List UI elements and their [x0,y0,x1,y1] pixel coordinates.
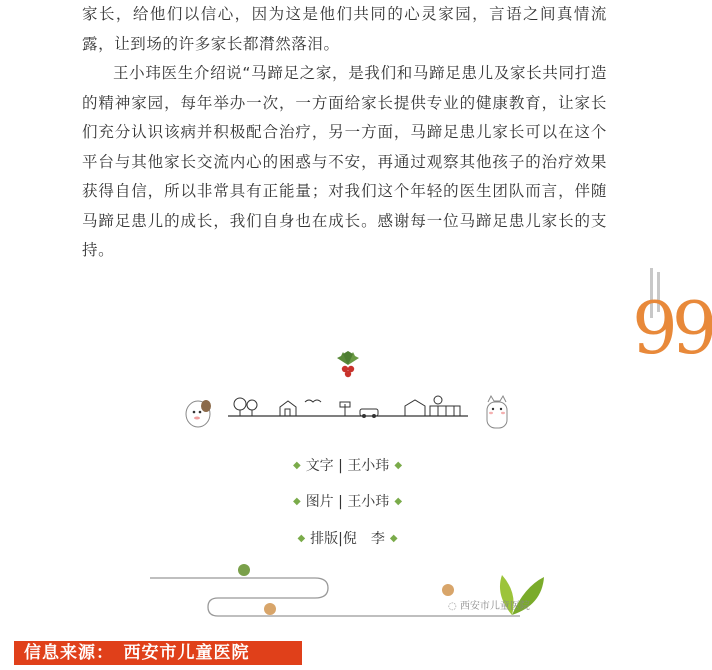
credit-value: 倪 李 [342,531,385,547]
puppy-icon [186,400,211,427]
source-banner: 信息来源： 西安市儿童医院 [14,641,302,665]
credit-label: 排版 [310,531,339,547]
credit-image [0,491,695,511]
watermark-text: 西安市儿童医院 [459,601,530,612]
credit-value: 王小玮 [347,458,390,474]
article-body [82,0,607,266]
diamond-icon: ◆ [292,460,301,471]
diamond-icon: ◆ [394,460,403,471]
credit-label: 文字 [305,458,334,474]
credit-text [0,455,695,475]
wechat-icon: ◌ [448,601,457,612]
credit-value: 王小玮 [347,494,390,510]
footer-decoration [140,555,560,629]
diamond-icon: ◆ [394,496,403,507]
credit-separator: | [338,531,343,547]
diamond-icon: ◆ [389,533,398,544]
diamond-icon: ◆ [292,496,301,507]
doodle-scene-icon [180,392,520,438]
credit-layout [0,528,695,548]
diamond-icon: ◆ [297,533,306,544]
credit-label: 图片 [305,494,334,510]
article-paragraph: 家长，给他们以信心，因为这是他们共同的心灵家园，言语之间真情流露，让到场的许多家长都潸然落泪。 [82,5,607,53]
cat-icon [487,396,507,428]
quote-mark-icon: 99 [632,286,712,370]
holly-icon [333,350,363,384]
article-paragraph: 王小玮医生介绍说“马蹄足之家，是我们和马蹄足患儿及家长共同打造的精神家园，每年举办一次，一方面给家长提供专业的健康教育，让家长们充分认识该病并积极配合治疗，另一方面，马蹄足患儿家长可以在这个平台与其他家长交流内心的困惑与不安，再通过观察其他孩子的治疗效果获得自信，所以非常具有正能量；对我们这个年轻的医生团队而言，伴随马蹄足患儿的成长，我们自身也在成长。感谢每一位马蹄足患儿家长的支持。 [82,64,607,259]
credit-separator: | [338,494,343,510]
credit-separator: | [338,458,343,474]
watermark [448,597,530,612]
